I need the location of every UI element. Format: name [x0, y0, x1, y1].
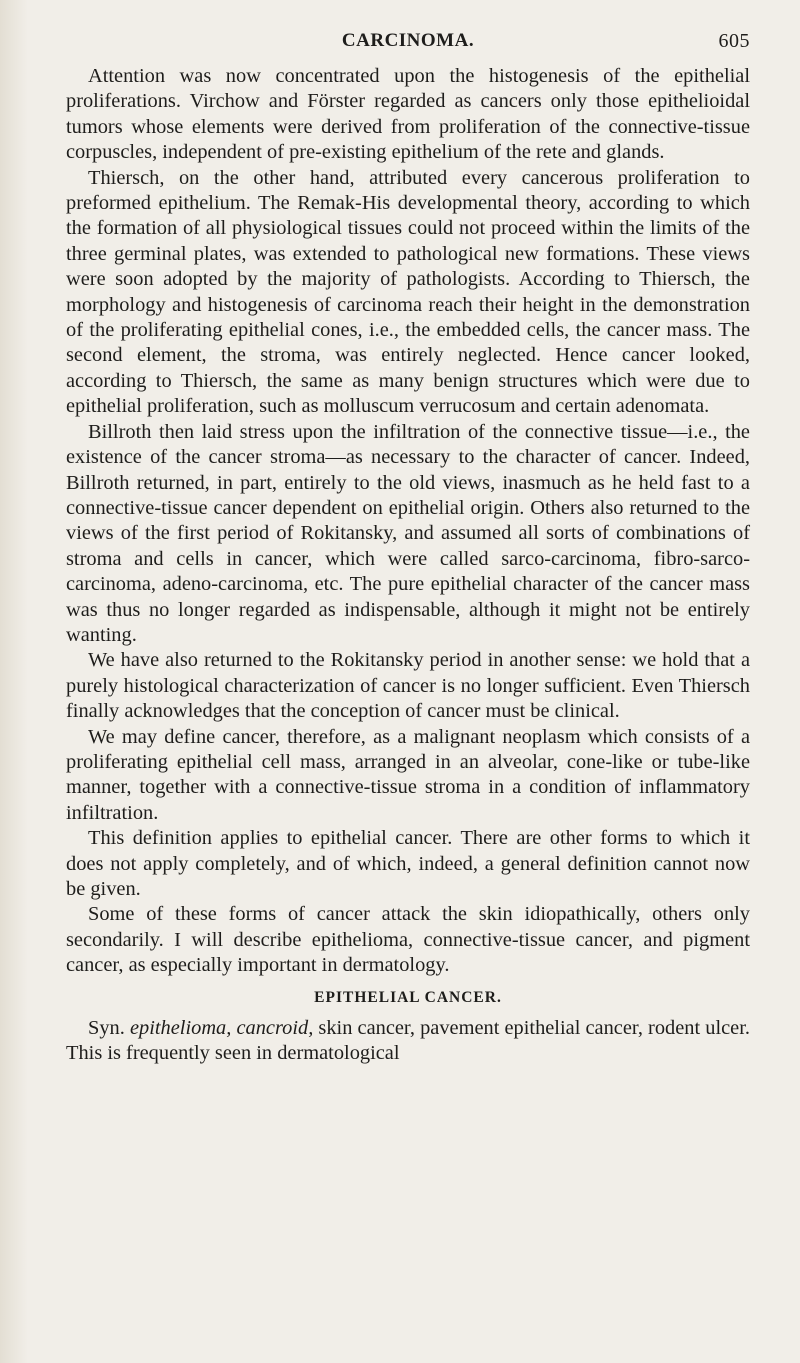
page-edge-shadow — [0, 0, 28, 1363]
paragraph: Some of these forms of cancer attack the skin idiopathically, others only secondarily. I will describe epithelioma, connective-tissue cancer, and pigment cancer, as especially important in dermatology. — [66, 903, 750, 977]
running-title: CARCINOMA. — [341, 30, 475, 51]
syn-text: skin cancer, pavement epithelial cancer, rodent ulcer. This is frequently seen in dermatological — [66, 1017, 750, 1065]
paragraph: Billroth then laid stress upon the infiltration of the connective tissue—i.e., the existence of the cancer stroma—as necessary to the character of cancer. Indeed, Billroth returned, in part, entirely to the old views, inasmuch as he held fast to a connective-tissue cancer dependent on epithelial origin. Others also returned to the views of the first period of Rokitansky, and assumed all sorts of combinations of stroma and cells in cancer, which were called sarco-carcinoma, fibro-sarco-carcinoma, adeno-carcinoma, etc. The pure epithelial character of the cancer mass was thus no longer regarded as indispensable, although it might not be entirely wanting. — [66, 420, 750, 646]
paragraph: We have also returned to the Rokitansky period in another sense: we hold that a purely histological characterization of cancer is no longer sufficient. Even Thiersch finally acknowledges that the conception of cancer must be clinical. — [66, 649, 750, 723]
paragraph: Thiersch, on the other hand, attributed every cancerous proliferation to preformed epithelium. The Remak-His developmental theory, according to which the formation of all physiological tissues could not proceed within the limits of the three germinal plates, was extended to pathological new formations. These views were soon adopted by the majority of pathologists. According to Thiersch, the morphology and histogenesis of carcinoma reach their height in the demonstration of the proliferating epithelial cones, i.e., the embedded cells, the cancer mass. The second element, the stroma, was entirely neglected. Hence cancer looked, according to Thiersch, the same as many benign structures which were due to epithelial proliferation, such as molluscum verrucosum and certain adenomata. — [66, 166, 750, 418]
paragraph: This definition applies to epithelial cancer. There are other forms to which it does not apply completely, and of which, indeed, a general definition cannot now be given. — [66, 827, 750, 900]
running-head — [66, 30, 750, 64]
paragraph: We may define cancer, therefore, as a malignant neoplasm which consists of a proliferating epithelial cell mass, arranged in an alveolar, cone-like or tube-like manner, together with a connective-tissue stroma in a condition of inflammatory infiltration. — [66, 725, 750, 824]
synonyms-paragraph — [66, 1016, 750, 1067]
book-page — [66, 30, 750, 1067]
page-number: 605 — [718, 30, 750, 52]
section-heading: EPITHELIAL CANCER. — [314, 988, 502, 1006]
syn-term: cancroid, — [236, 1017, 314, 1040]
syn-label: Syn. — [88, 1017, 125, 1040]
paragraph: Attention was now concentrated upon the histogenesis of the epithelial proliferations. Virchow and Förster regarded as cancers only those epithelioidal tumors whose elements were derived from proliferation of the connective-tissue corpuscles, independent of pre-existing epithelium of the rete and glands. — [66, 65, 750, 164]
body-text — [66, 64, 750, 1067]
syn-term: epithelioma, — [129, 1017, 232, 1040]
